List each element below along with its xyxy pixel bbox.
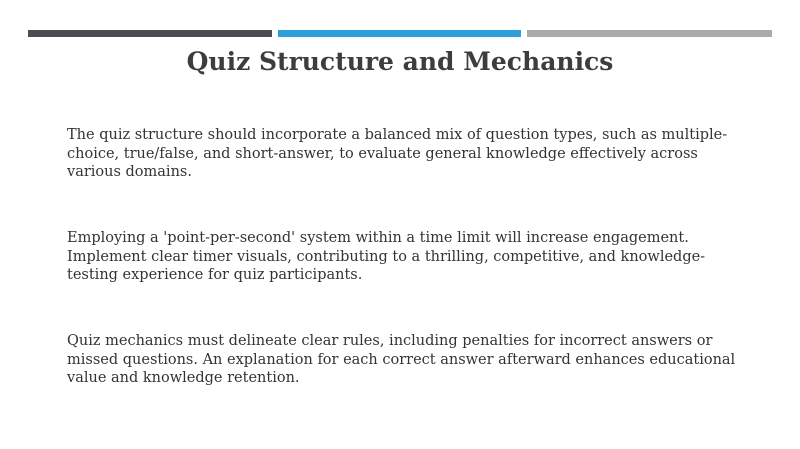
accent-bar-dark	[28, 30, 272, 37]
paragraph-question-types: The quiz structure should incorporate a balanced mix of question types, such as multiple-choice, true/false, and short-answer, to evaluate general knowledge effectively across various domains.	[67, 127, 728, 180]
paragraph-scoring-system: Employing a 'point-per-second' system within a time limit will increase engagement. Implement clear timer visuals, contributing to a thrilling, competitive, and knowledge-testing experience for quiz participants.	[67, 230, 706, 283]
accent-bar-blue	[278, 30, 521, 37]
accent-bar-gray	[527, 30, 772, 37]
paragraph-quiz-rules: Quiz mechanics must delineate clear rules, including penalties for incorrect answers or missed questions. An explanation for each correct answer afterward enhances educational value and knowledge retention.	[67, 333, 736, 386]
slide-title: Quiz Structure and Mechanics	[186, 47, 614, 76]
